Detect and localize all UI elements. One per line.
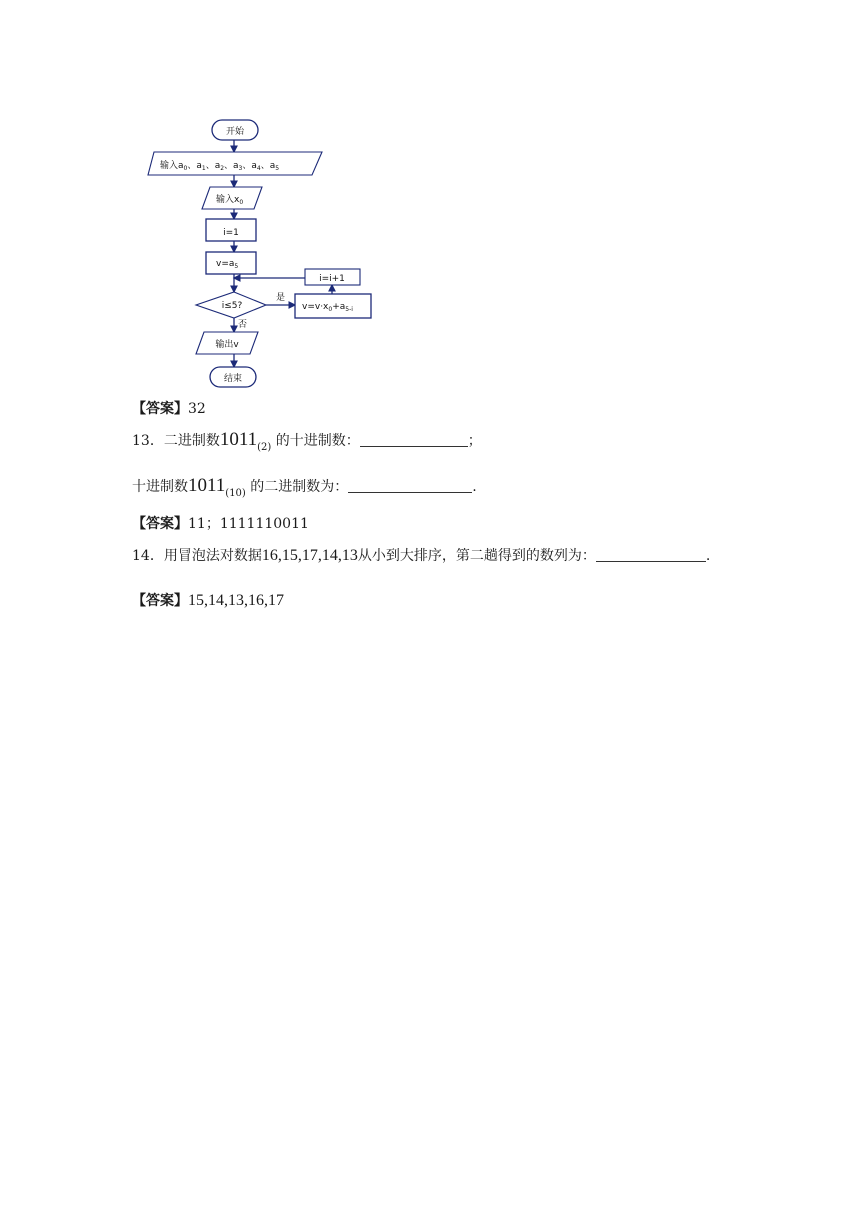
svg-text:输入a0、a1、a2、a3、a4、a5: 输入$a_0$、$a_1$、$a_2$、$a_3$、$a_4$、$a_5$ bbox=[160, 161, 280, 172]
algorithm-flowchart bbox=[140, 112, 400, 392]
input-x0-box bbox=[202, 187, 262, 209]
answer-value: 32 bbox=[188, 401, 206, 417]
init-v-box bbox=[206, 252, 256, 274]
output-box bbox=[196, 332, 258, 354]
question-13-line1: 13．二进制数$1011_{(2)}$ 的十进制数： ； bbox=[132, 429, 482, 453]
svg-text:输出v: 输出v bbox=[215, 340, 239, 350]
answer-blank bbox=[348, 478, 472, 493]
answer-label: 【答案】 bbox=[132, 593, 188, 609]
svg-text:i≤5?: i≤5? bbox=[221, 301, 243, 311]
question-13-line2: 十进制数$1011_{(10)}$ 的二进制数为： . bbox=[132, 475, 477, 499]
end-label: 结束 bbox=[223, 374, 243, 384]
answer-label: 【答案】 bbox=[132, 516, 188, 532]
condition-diamond bbox=[196, 292, 266, 318]
update-v-box bbox=[295, 294, 371, 318]
svg-text:i=1: i=1 bbox=[223, 228, 239, 238]
end-terminal bbox=[210, 367, 256, 387]
no-label: 否 bbox=[238, 320, 248, 330]
answer-label: 【答案】 bbox=[132, 401, 188, 417]
yes-label: 是 bbox=[276, 293, 286, 303]
init-i-box bbox=[206, 219, 256, 241]
svg-text:v=v·x0+a5-i: $v=v\cdot x_0+a_{5-i}$ bbox=[302, 302, 353, 313]
input-coefficients-box bbox=[148, 152, 322, 175]
svg-text:输入x0: 输入$x_0$ bbox=[216, 195, 244, 206]
answer-12 bbox=[132, 399, 206, 419]
answer-14 bbox=[132, 591, 284, 611]
question-14: 14．用冒泡法对数据16,15,17,14,13从小到大排序，第二趟得到的数列为： . bbox=[132, 547, 711, 564]
answer-value: 11；1111110011 bbox=[188, 516, 309, 532]
answer-blank bbox=[360, 432, 468, 447]
svg-text:i=i+1: i=i+1 bbox=[319, 274, 345, 284]
answer-value: 15,14,13,16,17 bbox=[188, 592, 284, 609]
answer-13 bbox=[132, 514, 309, 534]
answer-blank bbox=[596, 547, 706, 562]
increment-box bbox=[305, 269, 360, 285]
start-terminal bbox=[212, 120, 258, 140]
start-label: 开始 bbox=[225, 127, 245, 137]
svg-text:v=a5: $v=a_5$ bbox=[216, 259, 239, 270]
